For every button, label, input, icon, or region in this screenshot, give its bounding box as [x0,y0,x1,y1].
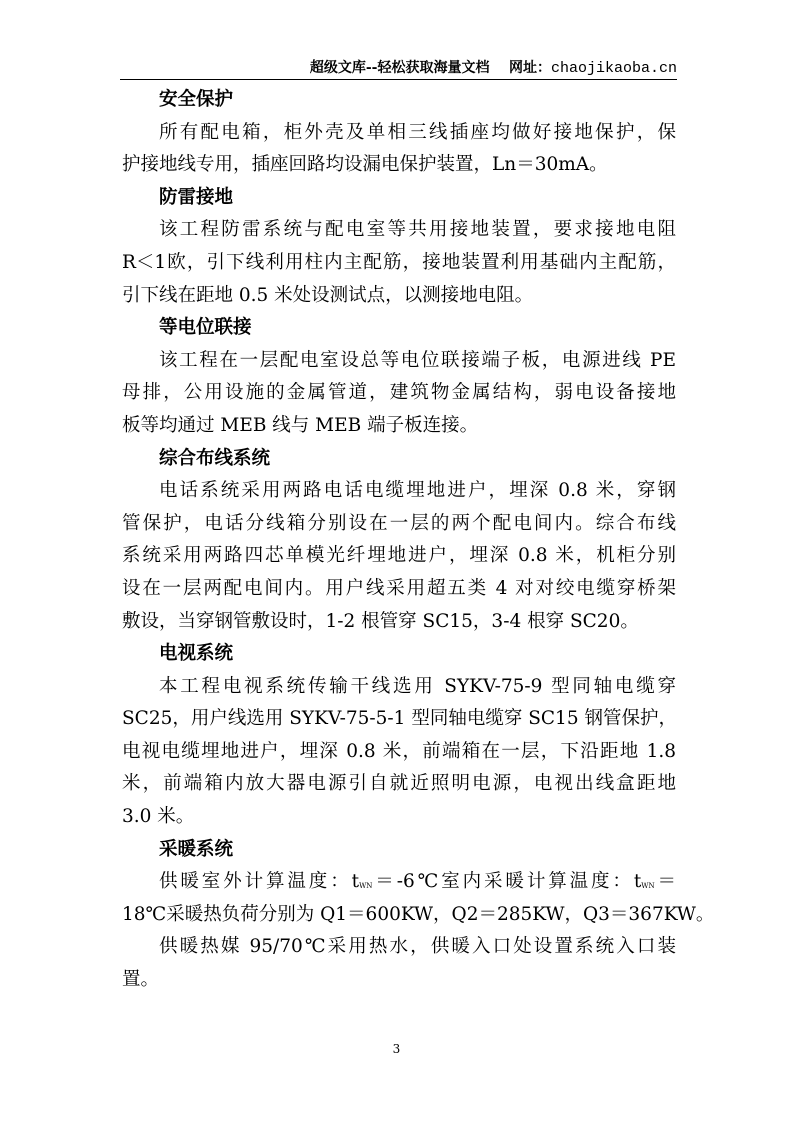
section-heading: 电视系统 [159,643,234,665]
text-line: 电视电缆埋地进户，埋深 0.8 米，前端箱在一层，下沿距地 1.8 [122,740,676,762]
subscript: WN [641,882,655,891]
text-line: 该工程防雷系统与配电室等共用接地装置，要求接地电阻 [159,219,676,241]
header-rule [120,79,677,80]
section-heading: 安全保护 [159,89,234,110]
page-header [120,57,677,77]
text-run: 供暖室外计算温度：t [159,871,360,893]
document-body [122,84,715,997]
text-line: 板等均通过 MEB 线与 MEB 端子板连接。 [122,414,479,436]
text-line: 所有配电箱，柜外壳及单相三线插座均做好接地保护，保 [159,121,676,143]
text-line: 母排，公用设施的金属管道，建筑物金属结构，弱电设备接地 [122,382,676,404]
text-line: 18℃采暖热负荷分别为 Q1＝600KW，Q2＝285KW，Q3＝367KW。 [122,903,715,925]
text-run: ＝ [654,871,676,893]
text-line: 3.0 米。 [122,806,195,828]
page-number: 3 [392,1042,401,1056]
text-line: 引下线在距地 0.5 米处设测试点，以测接地电阻。 [122,284,534,306]
text-line: 供暖热媒 95/70℃采用热水，供暖入口处设置系统入口装 [159,936,676,958]
text-line: 设在一层两配电间内。用户线采用超五类 4 对对绞电缆穿桥架 [122,577,676,599]
text-line: 置。 [122,969,160,991]
text-line: 敷设，当穿钢管敷设时，1-2 根管穿 SC15，3-4 根穿 SC20。 [122,610,639,632]
section-heading: 等电位联接 [159,317,252,339]
text-line [122,866,676,899]
text-line: 本工程电视系统传输干线选用 SYKV-75-9 型同轴电缆穿 [159,675,676,697]
section-heading: 采暖系统 [159,838,234,860]
text-line: 管保护，电话分线箱分别设在一层的两个配电间内。综合布线 [122,512,676,534]
header-url: chaojikaoba.cn [550,60,677,77]
subscript: WN [359,882,373,891]
text-line: 该工程在一层配电室设总等电位联接端子板，电源进线 PE [159,349,676,371]
text-line: 米，前端箱内放大器电源引自就近照明电源，电视出线盒距地 [122,773,676,795]
text-line: 电话系统采用两路电话电缆埋地进户，埋深 0.8 米，穿钢 [159,480,676,502]
text-line: 护接地线专用，插座回路均设漏电保护装置，Ln＝30mA。 [122,154,608,176]
header-url-label: 网址： [508,60,551,76]
section-heading: 防雷接地 [159,186,234,208]
header-site-name: 超级文库--轻松获取海量文档 [309,60,490,76]
text-line: SC25，用户线选用 SYKV-75-5-1 型同轴电缆穿 SC15 钢管保护， [122,708,677,730]
text-line: 系统采用两路四芯单模光纤埋地进户，埋深 0.8 米，机柜分别 [122,545,676,567]
text-run: ＝-6℃室内采暖计算温度：t [372,871,642,893]
section-heading: 综合布线系统 [159,447,271,469]
text-line: R＜1欧，引下线利用柱内主配筋，接地装置利用基础内主配筋， [122,251,676,273]
